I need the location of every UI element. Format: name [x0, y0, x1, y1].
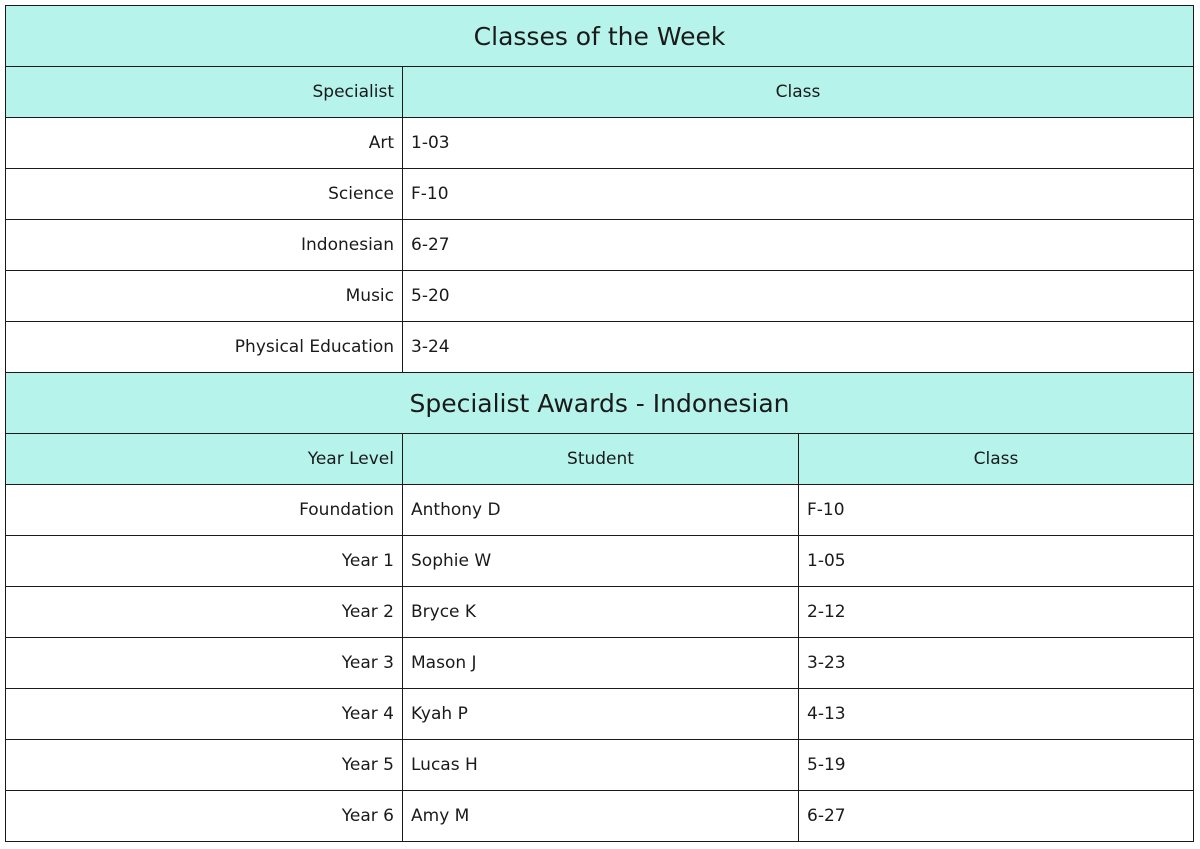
- year-level-column-header: Year Level: [6, 434, 403, 485]
- specialist-name: Art: [6, 118, 403, 169]
- table-row: [6, 485, 1194, 536]
- specialist-name: Music: [6, 271, 403, 322]
- year-level: Year 2: [6, 587, 403, 638]
- table-row: [6, 587, 1194, 638]
- specialist-name: Physical Education: [6, 322, 403, 373]
- student-name: Sophie W: [403, 536, 799, 587]
- specialist-name: Indonesian: [6, 220, 403, 271]
- classes-of-week-title: Classes of the Week: [6, 6, 1194, 67]
- table-row: [6, 791, 1194, 842]
- class-code: 1-03: [403, 118, 1194, 169]
- student-name: Mason J: [403, 638, 799, 689]
- student-class: 1-05: [799, 536, 1194, 587]
- student-name: Anthony D: [403, 485, 799, 536]
- table-row: [6, 689, 1194, 740]
- table-row: [6, 220, 1194, 271]
- table-row: [6, 169, 1194, 220]
- student-column-header: Student: [403, 434, 799, 485]
- specialist-document: [5, 5, 1193, 842]
- year-level: Year 3: [6, 638, 403, 689]
- table-row: [6, 322, 1194, 373]
- class-code: 5-20: [403, 271, 1194, 322]
- specialist-name: Science: [6, 169, 403, 220]
- student-class: 4-13: [799, 689, 1194, 740]
- classes-header-row: [6, 67, 1194, 118]
- student-class: 3-23: [799, 638, 1194, 689]
- student-class: 2-12: [799, 587, 1194, 638]
- year-level: Year 6: [6, 791, 403, 842]
- student-name: Bryce K: [403, 587, 799, 638]
- student-name: Lucas H: [403, 740, 799, 791]
- class-column-header: Class: [403, 67, 1194, 118]
- table-row: [6, 740, 1194, 791]
- student-name: Amy M: [403, 791, 799, 842]
- awards-title-row: [6, 373, 1194, 434]
- student-name: Kyah P: [403, 689, 799, 740]
- table-row: [6, 118, 1194, 169]
- award-class-column-header: Class: [799, 434, 1194, 485]
- table-row: [6, 536, 1194, 587]
- year-level: Year 1: [6, 536, 403, 587]
- specialist-table: [5, 5, 1194, 842]
- student-class: F-10: [799, 485, 1194, 536]
- specialist-awards-title: Specialist Awards - Indonesian: [6, 373, 1194, 434]
- table-row: [6, 638, 1194, 689]
- classes-title-row: [6, 6, 1194, 67]
- year-level: Year 5: [6, 740, 403, 791]
- year-level: Year 4: [6, 689, 403, 740]
- student-class: 6-27: [799, 791, 1194, 842]
- class-code: 3-24: [403, 322, 1194, 373]
- year-level: Foundation: [6, 485, 403, 536]
- class-code: F-10: [403, 169, 1194, 220]
- class-code: 6-27: [403, 220, 1194, 271]
- table-row: [6, 271, 1194, 322]
- student-class: 5-19: [799, 740, 1194, 791]
- awards-header-row: [6, 434, 1194, 485]
- specialist-column-header: Specialist: [6, 67, 403, 118]
